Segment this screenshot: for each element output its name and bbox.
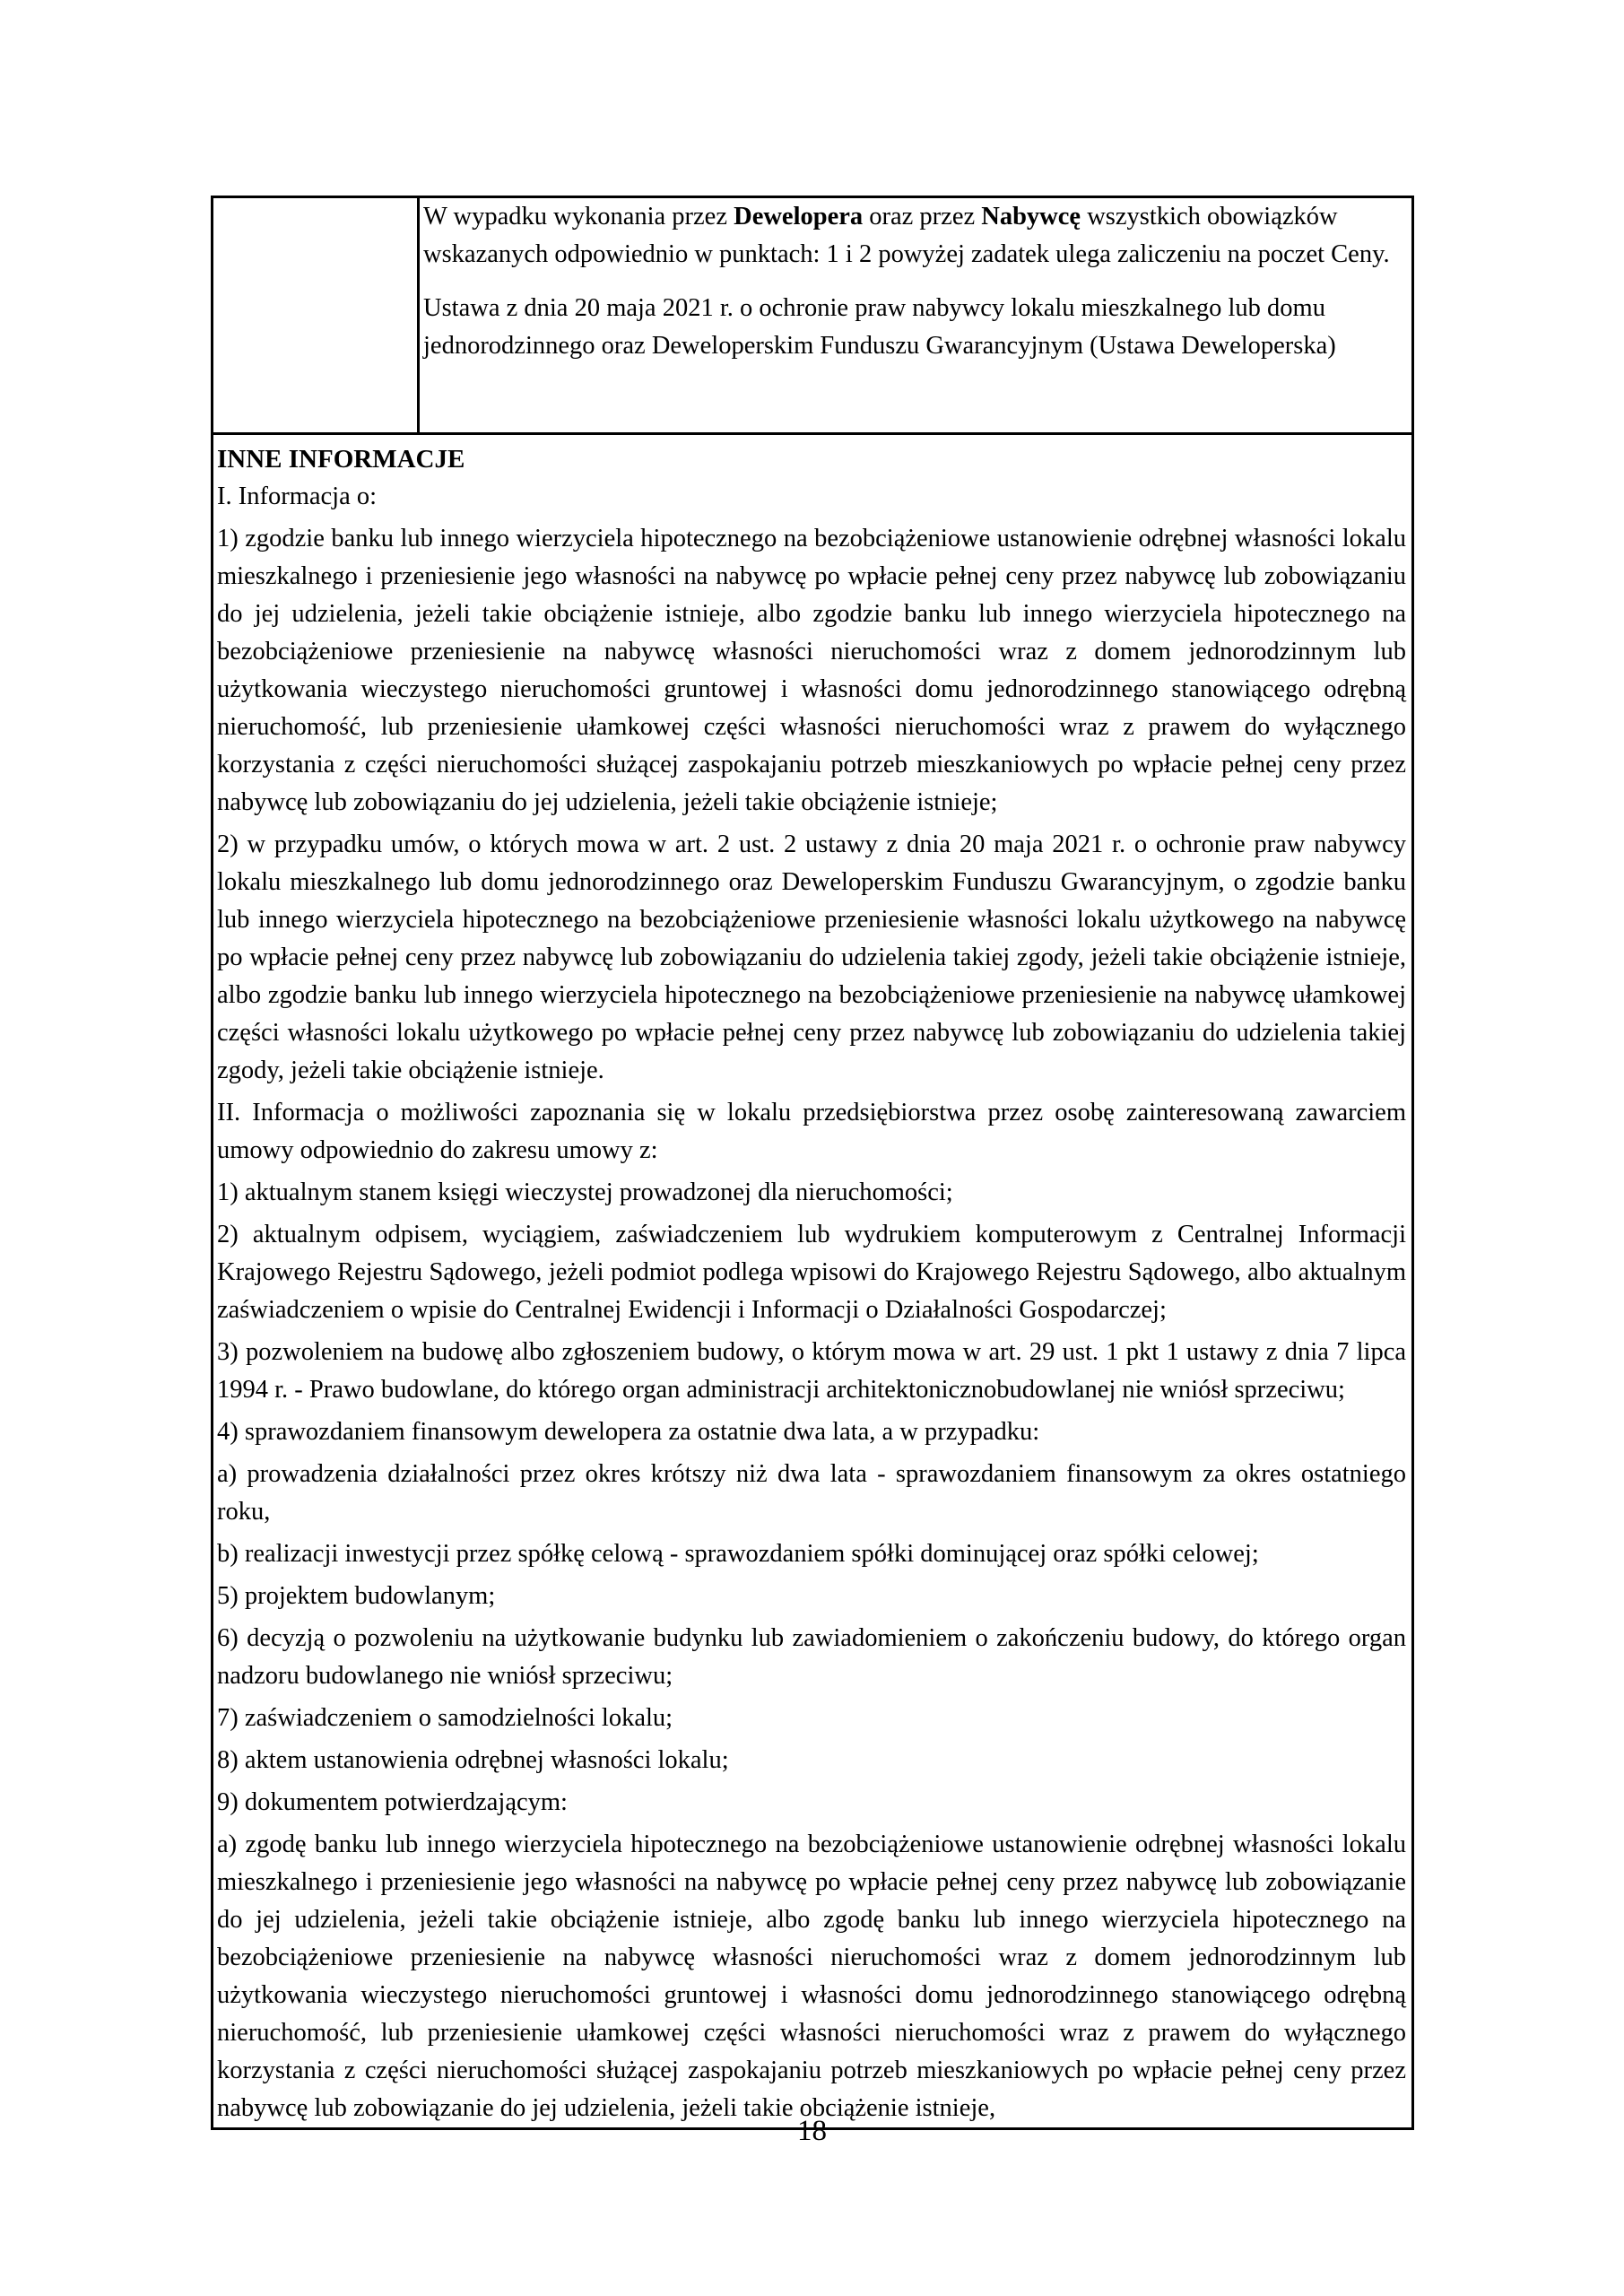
item-heading-II: II. Informacja o możliwości zapoznania się w lokalu przedsiębiorstwa przez osobę zainteresowaną zawarciem umowy odpowiednio do zakresu umowy z: (217, 1099, 1406, 1164)
page-number: 18 (797, 2115, 827, 2147)
text-run: wszystkich obowiązków wskazanych odpowiednio w punktach: 1 i 2 powyżej zadatek ulega zaliczeniu na poczet Ceny. (423, 203, 1390, 268)
item: 8) aktem ustanowienia odrębnej własności lokalu; (217, 1746, 729, 1774)
item: 2) w przypadku umów, o których mowa w art. 2 ust. 2 ustawy z dnia 20 maja 2021 r. o ochronie praw nabywcy lokalu mieszkalnego lub domu jednorodzinnego oraz Deweloperskim Funduszu Gwarancyjnym, o zgodzie banku lub innego wierzyciela hipotecznego na bezobciążeniowe przeniesienie własności lokalu użytkowego na nabywcę po wpłacie pełnej ceny przez nabywcę lub zobowiązaniu do udzielenia takiej zgody, jeżeli takie obciążenie istnieje, albo zgodzie banku lub innego wierzyciela hipotecznego na bezobciążeniowe przeniesienie na nabywcę ułamkowej części własności lokalu użytkowego po wpłacie pełnej ceny przez nabywcę lub zobowiązaniu do udzielenia takiej zgody, jeżeli takie obciążenie istnieje. (217, 831, 1406, 1084)
item: 1) zgodzie banku lub innego wierzyciela hipotecznego na bezobciążeniowe ustanowienie odrębnej własności lokalu mieszkalnego i przeniesienie jego własności na nabywcę po wpłacie pełnej ceny przez nabywcę lub zobowiązaniu do jej udzielenia, jeżeli takie obciążenie istnieje, albo zgodzie banku lub innego wierzyciela hipotecznego na bezobciążeniowe przeniesienie na nabywcę własności nieruchomości wraz z domem jednorodzinnym lub użytkowania wieczystego nieruchomości gruntowej i własności domu jednorodzinnego stanowiącego odrębną nieruchomość, lub przeniesienie ułamkowej części własności nieruchomości wraz z prawem do wyłącznego korzystania z części nieruchomości służącej zaspokajaniu potrzeb mieszkaniowych po wpłacie pełnej ceny przez nabywcę lub zobowiązaniu do jej udzielenia, jeżeli takie obciążenie istnieje; (217, 525, 1406, 816)
item: 5) projektem budowlanym; (217, 1582, 496, 1610)
item: b) realizacji inwestycji przez spółkę celową - sprawozdaniem spółki dominującej oraz spółki celowej; (217, 1540, 1259, 1568)
content-cell (420, 198, 1411, 432)
other-info-section (213, 440, 1411, 2127)
item: 3) pozwoleniem na budowę albo zgłoszeniem budowy, o którym mowa w art. 29 ust. 1 pkt 1 ustawy z dnia 7 lipca 1994 r. - Prawo budowlane, do którego organ administracji architektonicznobudowlanej nie wniósł sprzeciwu; (217, 1338, 1406, 1404)
item: 6) decyzją o pozwoleniu na użytkowanie budynku lub zawiadomieniem o zakończeniu budowy, do którego organ nadzoru budowlanego nie wniósł sprzeciwu; (217, 1624, 1406, 1690)
item: a) zgodę banku lub innego wierzyciela hipotecznego na bezobciążeniowe ustanowienie odrębnej własności lokalu mieszkalnego i przeniesienie jego własności na nabywcę po wpłacie pełnej ceny przez nabywcę lub zobowiązanie do jej udzielenia, jeżeli takie obciążenie istnieje, albo zgodę banku lub innego wierzyciela hipotecznego na bezobciążeniowe przeniesienie na nabywcę własności nieruchomości wraz z domem jednorodzinnym lub użytkowania wieczystego nieruchomości gruntowej i własności domu jednorodzinnego stanowiącego odrębną nieruchomość, lub przeniesienie ułamkowej części własności nieruchomości wraz z prawem do wyłącznego korzystania z części nieruchomości służącej zaspokajaniu potrzeb mieszkaniowych po wpłacie pełnej ceny przez nabywcę lub zobowiązanie do jej udzielenia, jeżeli takie obciążenie istnieje, (217, 1831, 1406, 2122)
item: a) prowadzenia działalności przez okres krótszy niż dwa lata - sprawozdaniem finansowym za okres ostatniego roku, (217, 1460, 1406, 1526)
bold-buyer: Nabywcę (981, 203, 1081, 230)
item: 9) dokumentem potwierdzającym: (217, 1788, 568, 1816)
act-reference: Ustawa z dnia 20 maja 2021 r. o ochronie praw nabywcy lokalu mieszkalnego lub domu jednorodzinnego oraz Deweloperskim Funduszu Gwarancyjnym (Ustawa Deweloperska) (423, 294, 1336, 360)
item: 2) aktualnym odpisem, wyciągiem, zaświadczeniem lub wydrukiem komputerowym z Centralnej Informacji Krajowego Rejestru Sądowego, jeżeli podmiot podlega wpisowi do Krajowego Rejestru Sądowego, albo aktualnym zaświadczeniem o wpisie do Centralnej Ewidencji i Informacji o Działalności Gospodarczej; (217, 1221, 1406, 1324)
deposit-paragraph (423, 198, 1397, 274)
item: 7) zaświadczeniem o samodzielności lokalu; (217, 1704, 673, 1732)
item: 4) sprawozdaniem finansowym dewelopera za ostatnie dwa lata, a w przypadku: (217, 1418, 1040, 1446)
text-run: W wypadku wykonania przez (423, 203, 734, 230)
item-heading-I: I. Informacja o: (217, 483, 378, 510)
text-run: oraz przez (863, 203, 982, 230)
bold-developer: Dewelopera (734, 203, 864, 230)
document-table (211, 196, 1414, 2130)
section-title: INNE INFORMACJE (217, 445, 465, 474)
empty-label-cell (213, 198, 420, 432)
top-row (213, 198, 1411, 435)
item: 1) aktualnym stanem księgi wieczystej prowadzonej dla nieruchomości; (217, 1178, 953, 1206)
